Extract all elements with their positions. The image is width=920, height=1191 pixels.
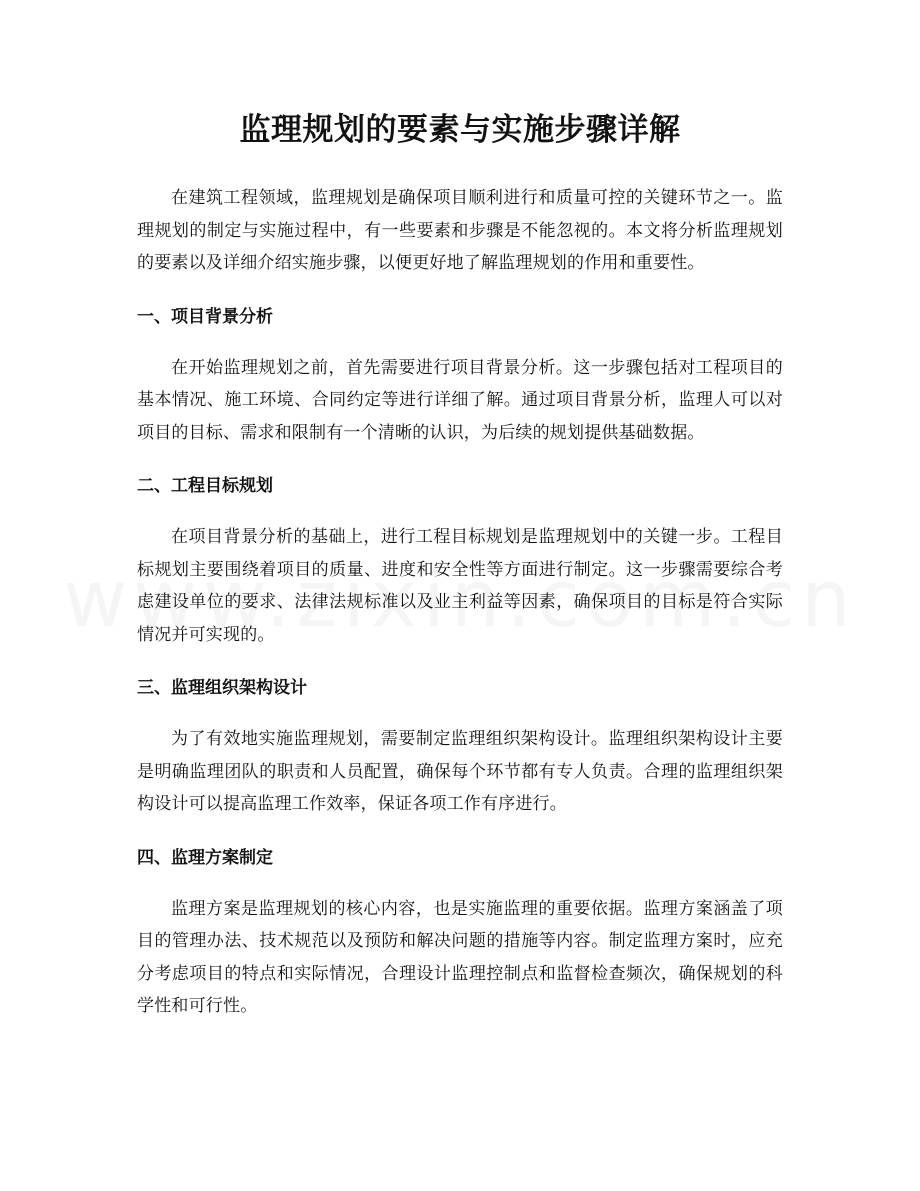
section-body-3: 为了有效地实施监理规划，需要制定监理组织架构设计。监理组织架构设计主要是明确监理团队的职责和人员配置，确保每个环节都有专人负责。合理的监理组织架构设计可以提高监理工作效率，保证各项工作有序进行。 (137, 729, 783, 814)
section-heading-1: 一、项目背景分析 (137, 306, 273, 327)
document-body (137, 182, 783, 1023)
section-heading-4: 四、监理方案制定 (137, 847, 273, 868)
section-heading-2: 二、工程目标规划 (137, 476, 273, 496)
section-body-4: 监理方案是监理规划的核心内容，也是实施监理的重要依据。监理方案涵盖了项目的管理办法、技术规范以及预防和解决问题的措施等内容。制定监理方案时，应充分考虑项目的特点和实际情况，合理设计监理控制点和监督检查频次，确保规划的科学性和可行性。 (137, 898, 783, 1016)
document-title: 监理规划的要素与实施步骤详解 (239, 112, 681, 148)
intro-paragraph: 在建筑工程领域，监理规划是确保项目顺利进行和质量可控的关键环节之一。监理规划的制定与实施过程中，有一些要素和步骤是不能忽视的。本文将分析监理规划的要素以及详细介绍实施步骤，以便更好地了解监理规划的作用和重要性。 (137, 188, 783, 273)
section-heading-3: 三、监理组织架构设计 (137, 678, 307, 698)
section-body-2: 在项目背景分析的基础上，进行工程目标规划是监理规划中的关键一步。工程目标规划主要围绕着项目的质量、进度和安全性等方面进行制定。这一步骤需要综合考虑建设单位的要求、法律法规标准以及业主利益等因素，确保项目的目标是符合实际情况并可实现的。 (137, 527, 783, 645)
section-body-1: 在开始监理规划之前，首先需要进行项目背景分析。这一步骤包括对工程项目的基本情况、施工环境、合同约定等进行详细了解。通过项目背景分析，监理人可以对项目的目标、需求和限制有一个清晰的认识，为后续的规划提供基础数据。 (137, 357, 783, 443)
